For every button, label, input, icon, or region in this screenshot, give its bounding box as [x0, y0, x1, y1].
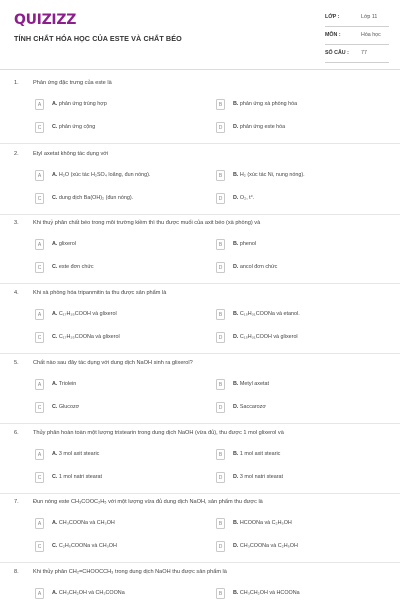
option-label: B. HCOONa và C₂H₅OH — [233, 520, 292, 526]
option-label: B. 1 mol axit stearic — [233, 451, 281, 457]
option-label: D. 3 mol natri stearat — [233, 474, 284, 480]
question-number: 2. — [14, 151, 19, 157]
option-label: A. CH₃COONa và CH₃OH — [52, 520, 115, 526]
question-number: 5. — [14, 360, 19, 366]
header-divider — [0, 69, 400, 70]
option-marker: B — [216, 449, 225, 460]
option-marker: C — [35, 332, 44, 343]
question-number: 6. — [14, 430, 19, 436]
option-label: B. H₂ (xúc tác Ni, nung nóng). — [233, 172, 305, 178]
option-label: D. C₁₅H₃₁COOH và glixerol — [233, 334, 298, 340]
question-text: Thủy phân hoàn toàn một lượng tristearin trong dung dịch NaOH (vừa đủ), thu được 1 mol glixerol và — [33, 430, 284, 436]
option-marker: C — [35, 541, 44, 552]
question-number: 8. — [14, 569, 19, 575]
meta-label: LỚP : — [325, 14, 340, 20]
question-divider — [0, 283, 400, 284]
option-label: C. 1 mol natri stearat — [52, 474, 103, 480]
question-divider — [0, 562, 400, 563]
option-label: B. CH₃CH₂OH và HCOONa — [233, 590, 300, 596]
question-text: Khi xà phòng hóa tripanmitin ta thu được sản phẩm là — [33, 290, 167, 296]
question-text: Chất nào sau đây tác dụng với dung dịch NaOH sinh ra glixerol? — [33, 360, 193, 366]
question-text: Phản ứng đặc trưng của este là — [33, 80, 112, 86]
worksheet-title: TÍNH CHẤT HÓA HỌC CỦA ESTE VÀ CHẤT BÉO — [14, 34, 182, 43]
question-text: Khi thủy phân CH₂=CHOOCCH₃ trong dung dịch NaOH thu được sản phẩm là — [33, 569, 227, 575]
option-marker: B — [216, 239, 225, 250]
option-marker: C — [35, 402, 44, 413]
option-marker: B — [216, 99, 225, 110]
option-label: A. H₂O (xúc tác H₂SO₄ loãng, đun nóng). — [52, 172, 151, 178]
question-divider — [0, 423, 400, 424]
option-marker: C — [35, 472, 44, 483]
option-label: A. glixerol — [52, 241, 76, 247]
meta-value: 77 — [361, 50, 367, 56]
option-label: C. C₁₇H₃₅COONa và glixerol — [52, 334, 120, 340]
option-marker: C — [35, 193, 44, 204]
option-marker: D — [216, 402, 225, 413]
option-marker: D — [216, 193, 225, 204]
option-marker: B — [216, 379, 225, 390]
option-marker: C — [35, 262, 44, 273]
option-marker: B — [216, 518, 225, 529]
meta-row-count — [325, 49, 389, 63]
option-marker: A — [35, 588, 44, 599]
option-label: C. dung dịch Ba(OH)₂ (đun nóng). — [52, 195, 134, 201]
meta-divider — [325, 44, 389, 45]
option-label: A. Triolein — [52, 381, 77, 387]
option-label: C. Glucozơ — [52, 404, 80, 410]
option-marker: D — [216, 332, 225, 343]
question-divider — [0, 353, 400, 354]
option-marker: D — [216, 541, 225, 552]
option-label: D. O₂, t°. — [233, 195, 255, 201]
meta-value: Lớp 11 — [361, 14, 378, 20]
option-marker: A — [35, 518, 44, 529]
option-label: B. phenol — [233, 241, 257, 247]
option-marker: B — [216, 588, 225, 599]
meta-value: Hóa học — [361, 32, 381, 38]
question-divider — [0, 493, 400, 494]
option-marker: D — [216, 262, 225, 273]
option-marker: B — [216, 309, 225, 320]
option-label: A. 3 mol axit stearic — [52, 451, 100, 457]
worksheet-meta — [325, 13, 389, 63]
meta-row-subject — [325, 31, 389, 45]
meta-label: MÔN : — [325, 32, 341, 38]
question-number: 3. — [14, 220, 19, 226]
question-number: 4. — [14, 290, 19, 296]
question-number: 1. — [14, 80, 19, 86]
option-marker: D — [216, 122, 225, 133]
meta-row-class — [325, 13, 389, 27]
option-label: D. Saccarozơ — [233, 404, 266, 410]
option-label: A. C₁₇H₃₅COOH và glixerol — [52, 311, 117, 317]
option-marker: C — [35, 122, 44, 133]
question-number: 7. — [14, 499, 19, 505]
option-marker: D — [216, 472, 225, 483]
meta-label: SỐ CÂU : — [325, 50, 349, 56]
question-text: Khi thuỷ phân chất béo trong môi trường kiềm thì thu được muối của axit béo (xà phòng) và — [33, 220, 261, 226]
option-marker: B — [216, 170, 225, 181]
question-text: Đun nóng este CH₃COOC₂H₅ với một lượng vừa đủ dung dịch NaOH, sản phẩm thu được là — [33, 499, 263, 505]
option-marker: A — [35, 309, 44, 320]
quizizz-logo: QUIZIZZ — [14, 12, 77, 28]
option-label: A. phản ứng trùng hợp — [52, 101, 107, 107]
option-label: D. phản ứng este hóa — [233, 124, 286, 130]
question-text: Etyl axetat không tác dụng với — [33, 151, 109, 157]
option-label: C. C₂H₅COONa và CH₃OH — [52, 543, 117, 549]
question-divider — [0, 143, 400, 144]
option-marker: A — [35, 239, 44, 250]
option-label: B. phản ứng xà phòng hóa — [233, 101, 298, 107]
option-marker: A — [35, 170, 44, 181]
option-label: B. C₁₅H₃₁COONa và etanol. — [233, 311, 300, 317]
question-divider — [0, 214, 400, 215]
option-marker: A — [35, 449, 44, 460]
option-label: B. Metyl axetat — [233, 381, 269, 387]
option-marker: A — [35, 99, 44, 110]
option-label: C. phản ứng cộng — [52, 124, 96, 130]
option-marker: A — [35, 379, 44, 390]
option-label: C. este đơn chức — [52, 264, 94, 270]
option-label: D. CH₃COONa và C₂H₅OH — [233, 543, 298, 549]
option-label: D. ancol đơn chức — [233, 264, 278, 270]
meta-divider — [325, 62, 389, 63]
meta-divider — [325, 26, 389, 27]
option-label: A. CH₃CH₂OH và CH₃COONa — [52, 590, 125, 596]
